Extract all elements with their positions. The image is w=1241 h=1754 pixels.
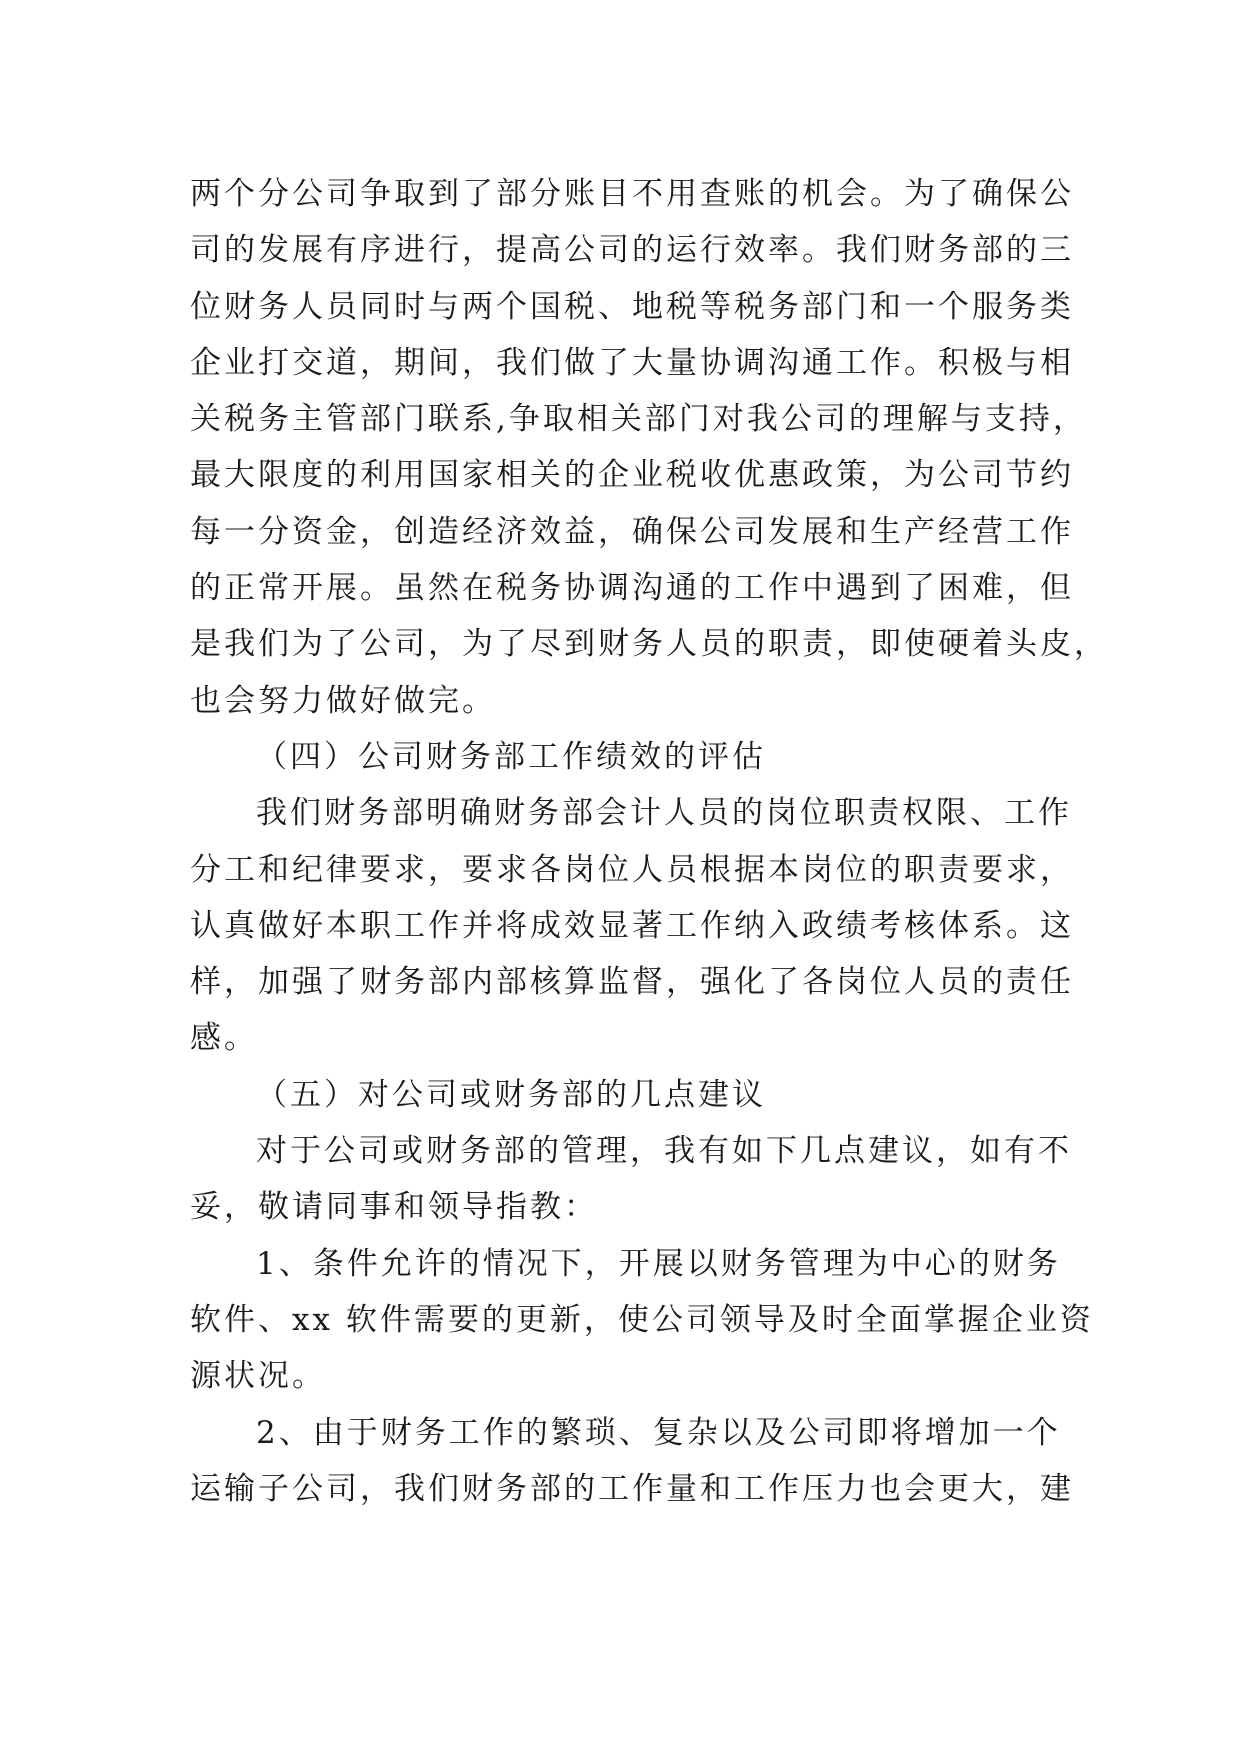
list-item-line: 2、由于财务工作的繁琐、复杂以及公司即将增加一个 <box>256 1414 1061 1451</box>
paragraph-line: 两个分公司争取到了部分账目不用查账的机会。为了确保公 <box>190 176 1074 212</box>
paragraph-line: 司的发展有序进行，提高公司的运行效率。我们财务部的三 <box>190 232 1074 269</box>
paragraph-line: 最大限度的利用国家相关的企业税收优惠政策，为公司节约 <box>190 457 1074 494</box>
paragraph-line: 每一分资金，创造经济效益，确保公司发展和生产经营工作 <box>190 513 1074 550</box>
section-heading: （五）对公司或财务部的几点建议 <box>256 1076 766 1113</box>
paragraph-line: 关税务主管部门联系,争取相关部门对我公司的理解与支持， <box>190 401 1087 438</box>
paragraph-line: 对于公司或财务部的管理，我有如下几点建议，如有不 <box>256 1133 1072 1170</box>
paragraph-line: 也会努力做好做完。 <box>190 682 496 719</box>
list-item-line: 软件、xx 软件需要的更新，使公司领导及时全面掌握企业资 <box>190 1301 1094 1338</box>
list-item-line: 1、条件允许的情况下，开展以财务管理为中心的财务 <box>256 1245 1061 1282</box>
paragraph-line: 样，加强了财务部内部核算监督，强化了各岗位人员的责任 <box>190 964 1074 1001</box>
paragraph-line: 妥，敬请同事和领导指教： <box>190 1189 598 1226</box>
document-body <box>190 166 1108 1517</box>
list-item-line: 运输子公司，我们财务部的工作量和工作压力也会更大，建 <box>190 1470 1074 1507</box>
list-item-line: 源状况。 <box>190 1358 326 1395</box>
paragraph-line: 企业打交道，期间，我们做了大量协调沟通工作。积极与相 <box>190 344 1074 381</box>
paragraph-line: 感。 <box>190 1020 258 1057</box>
section-heading: （四）公司财务部工作绩效的评估 <box>256 738 766 775</box>
paragraph-line: 分工和纪律要求，要求各岗位人员根据本岗位的职责要求， <box>190 851 1074 888</box>
paragraph-line: 是我们为了公司，为了尽到财务人员的职责，即使硬着头皮， <box>190 626 1108 663</box>
paragraph-line: 的正常开展。虽然在税务协调沟通的工作中遇到了困难，但 <box>190 570 1074 607</box>
paragraph-line: 位财务人员同时与两个国税、地税等税务部门和一个服务类 <box>190 288 1074 325</box>
paragraph-line: 我们财务部明确财务部会计人员的岗位职责权限、工作 <box>256 795 1072 832</box>
paragraph-line: 认真做好本职工作并将成效显著工作纳入政绩考核体系。这 <box>190 907 1074 944</box>
